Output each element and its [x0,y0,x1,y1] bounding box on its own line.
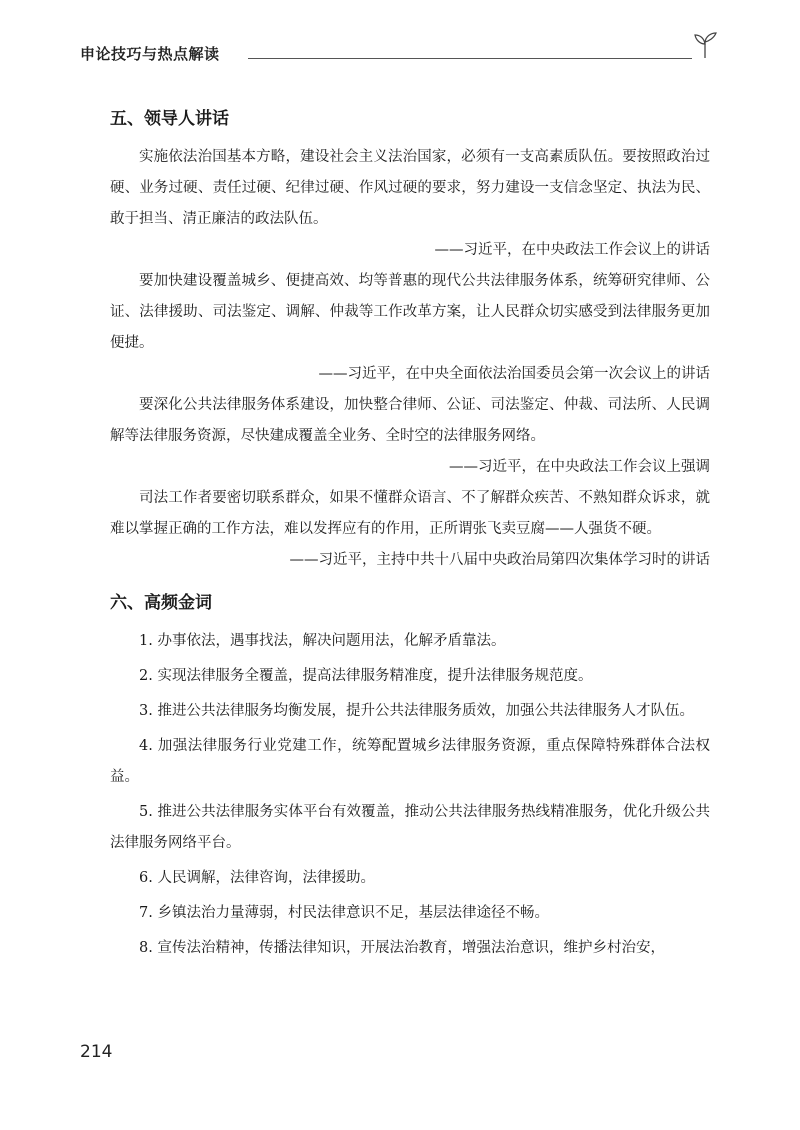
quote-text: 要加快建设覆盖城乡、便捷高效、均等普惠的现代公共法律服务体系，统筹研究律师、公证、法律援助、司法鉴定、调解、仲裁等工作改革方案，让人民群众切实感受到法律服务更加便捷。 [110,273,710,351]
running-header-title: 申论技巧与热点解读 [80,45,220,63]
running-header [80,44,720,68]
list-item: 3. 推进公共法律服务均衡发展，提升公共法律服务质效，加强公共法律服务人才队伍。 [139,703,694,719]
sprout-icon [690,30,720,60]
quote-text: 要深化公共法律服务体系建设，加快整合律师、公证、司法鉴定、仲裁、司法所、人民调解等法律服务资源，尽快建成覆盖全业务、全时空的法律服务网络。 [110,397,710,444]
quote-block [110,142,710,266]
quote-text: 实施依法治国基本方略，建设社会主义法治国家，必须有一支高素质队伍。要按照政治过硬、业务过硬、责任过硬、纪律过硬、作风过硬的要求，努力建设一支信念坚定、执法为民、敢于担当、清正廉洁的政法队伍。 [110,149,710,227]
section-spacer [110,576,710,590]
list-item: 2. 实现法律服务全覆盖，提高法律服务精准度，提升法律服务规范度。 [139,668,593,684]
header-rule [248,58,692,59]
quote-source: ——习近平，在中央政法工作会议上强调 [449,459,710,475]
list-item: 8. 宣传法治精神，传播法律知识，开展法治教育，增强法治意识，维护乡村治安， [139,940,665,956]
quote-block [110,390,710,483]
list-item: 6. 人民调解，法律咨询，法律援助。 [139,870,375,886]
section-leader-speeches [110,106,710,576]
quote-source: ——习近平，在中央政法工作会议上的讲话 [434,242,710,258]
list-item: 4. 加强法律服务行业党建工作，统筹配置城乡法律服务资源，重点保障特殊群体合法权益。 [110,738,710,785]
page-number: 214 [80,1042,113,1062]
list-item: 5. 推进公共法律服务实体平台有效覆盖，推动公共法律服务热线精准服务，优化升级公共法律服务网络平台。 [110,804,710,851]
quote-source: ——习近平，主持中共十八届中央政治局第四次集体学习时的讲话 [289,552,710,568]
quote-block [110,266,710,390]
section-heading: 五、领导人讲话 [110,109,229,129]
page-content [110,106,710,968]
list-item: 7. 乡镇法治力量薄弱，村民法律意识不足，基层法律途径不畅。 [139,905,549,921]
section-key-phrases [110,590,710,964]
list-item: 1. 办事依法，遇事找法，解决问题用法，化解矛盾靠法。 [139,633,506,649]
quote-text: 司法工作者要密切联系群众，如果不懂群众语言、不了解群众疾苦、不熟知群众诉求，就难以掌握正确的工作方法，难以发挥应有的作用，正所谓张飞卖豆腐——人强货不硬。 [110,490,710,537]
quote-source: ——习近平，在中央全面依法治国委员会第一次会议上的讲话 [318,366,710,382]
quote-block [110,483,710,576]
section-heading: 六、高频金词 [110,593,212,613]
